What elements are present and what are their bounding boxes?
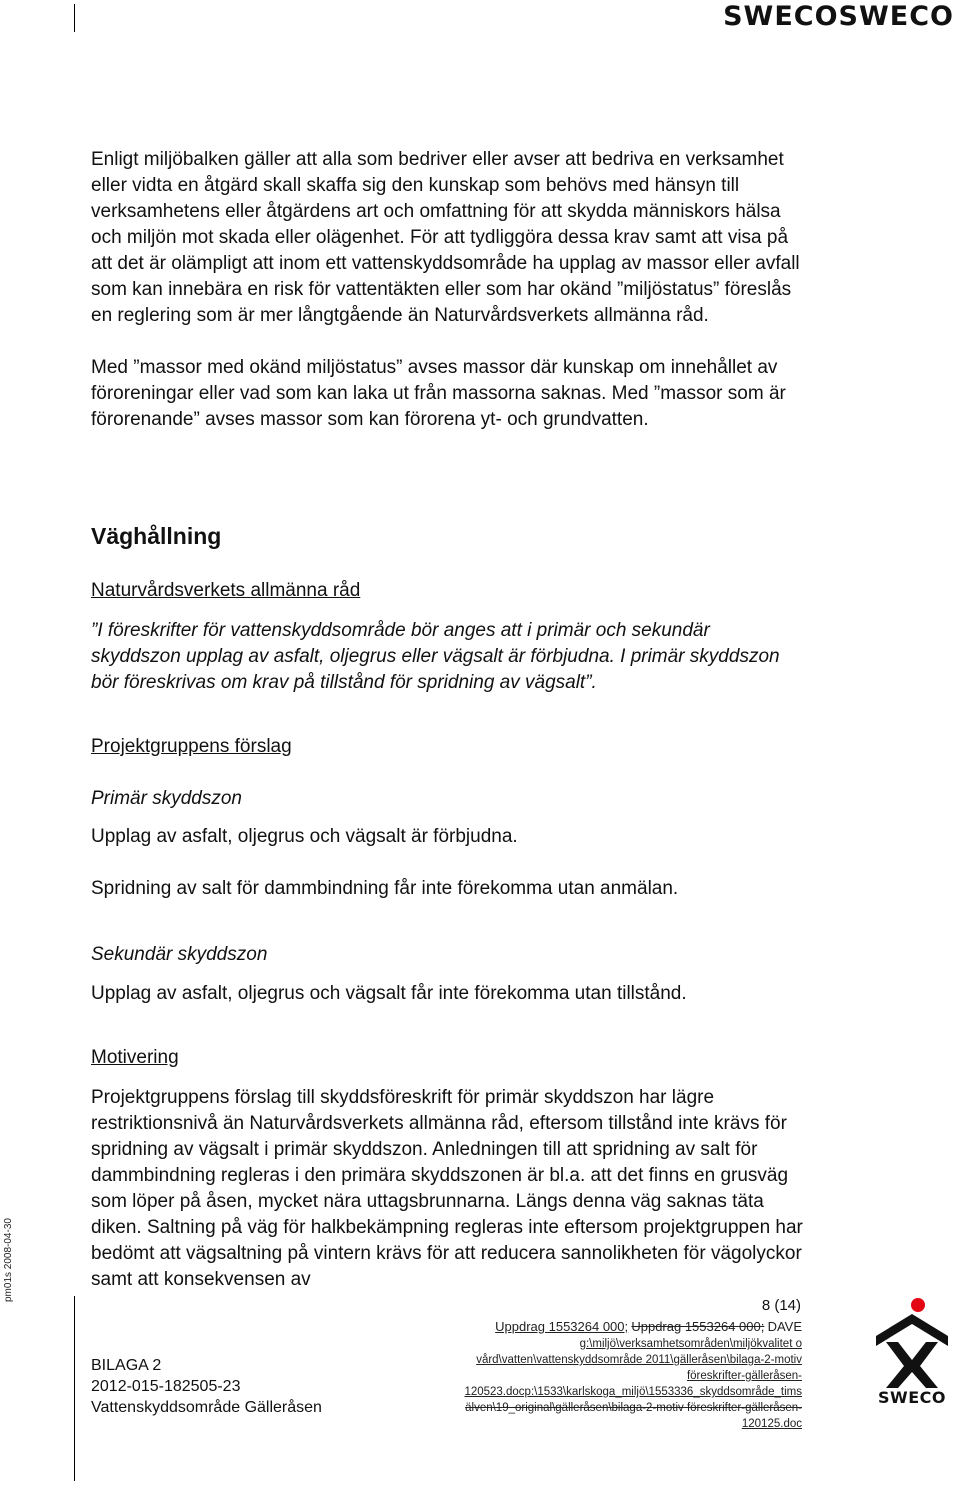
footer-file-path (440, 1319, 802, 1432)
footer-path-2: vård\vatten\vattenskyddsområde 2011\gälleråsen\bilaga-2-motiv (476, 1354, 802, 1366)
primar-heading: Primär skyddszon (91, 788, 242, 809)
sweco-logo-text: SWECO (878, 1388, 946, 1407)
sekundar-line-1: Upplag av asfalt, oljegrus och vägsalt får inte förekomma utan tillstånd. (91, 983, 687, 1004)
sekundar-heading: Sekundär skyddszon (91, 944, 268, 965)
footer-path-6: 120125.doc (741, 1418, 802, 1430)
sidebar-version: pm01s 2008-04-30 (3, 1218, 14, 1302)
intro-section (91, 147, 811, 433)
footer-path-5: älven\19_original\gälleråsen\bilaga-2-motiv föreskrifter-gälleråsen- (465, 1402, 802, 1414)
naturvard-quote: ”I föreskrifter för vattenskyddsområde bör anges att i primär och sekundär skyddszon upplag av asfalt, oljegrus eller vägsalt är förbjudna. I primär skyddszon bör föreskrivas om krav på tillstånd för spridning av vägsalt”. (91, 620, 780, 693)
intro-paragraph (91, 147, 811, 329)
naturvard-heading: Naturvårdsverkets allmänna råd (91, 580, 361, 601)
footer-path-4: 120523.docp:\1533\karlskoga_miljö\1553336_skyddsområde_tims (464, 1386, 802, 1398)
intro-text-continued: För att tydliggöra dessa krav samt att visa på att det är olämpligt att inom ett vattenskyddsområde ha upplag av massor eller avfall som kan innebära en risk för vattentäkten eller som har okänd ”miljöstatus” föreslås en reglering som är mer långtgående än Naturvårdsverkets allmänna råd. (91, 227, 800, 326)
footer-divider (74, 1296, 75, 1481)
footer-dave: DAVE (767, 1319, 802, 1334)
footer-path-3: föreskrifter-gälleråsen- (686, 1370, 802, 1382)
section-heading: Väghållning (91, 523, 222, 549)
motivering-paragraph: Projektgruppens förslag till skyddsföreskrift för primär skyddszon har lägre restriktionsnivå än Naturvårdsverkets allmänna råd, eftersom tillstånd inte krävs för spridning av vägsalt i primär skyddszon. Anledningen till att spridning av salt för dammbindning regleras i den primära skyddszonen är bl.a. att det finns en grusväg som löper på åsen, mycket nära uttagsbrunnarna. Längs denna väg saknas täta diken. Saltning på väg för halkbekämpning regleras inte eftersom projektgruppen har bedömt att vägsaltning på vintern krävs för att reducera sannolikheten för vägolyckor samt att konsekvensen av (91, 1087, 803, 1290)
footer-left (91, 1355, 322, 1418)
primar-line-1: Upplag av asfalt, oljegrus och vägsalt är förbjudna. (91, 826, 518, 847)
footer-bilaga: BILAGA 2 (91, 1357, 162, 1374)
sweco-logo-footer (872, 1296, 952, 1412)
motivering-heading: Motivering (91, 1047, 179, 1068)
page-number: 8 (14) (761, 1297, 801, 1314)
sweco-emblem-icon (872, 1296, 952, 1388)
intro-text: Enligt miljöbalken gäller att alla som bedriver eller avser att bedriva en verksamhet eller vidta en åtgärd skall skaffa sig den kunskap som behövs med hänsyn till verksamhetens eller åtgärdens art och omfattning för att skydda människors hälsa och miljön mot skada eller olägenhet. (91, 149, 784, 248)
footer-docnumber: 2012-015-182505-23 (91, 1378, 241, 1395)
sweco-logo-header: SWECOSWECO (723, 1, 954, 32)
header-divider (74, 4, 75, 32)
footer-path-1: g:\miljö\verksamhetsområden\miljökvalitet o (579, 1338, 802, 1350)
definition-paragraph: Med ”massor med okänd miljöstatus” avses massor där kunskap om innehållet av föroreningar eller vad som kan laka ut från massorna saknas. Med ”massor som är förorenande” avses massor som kan förorena yt- och grundvatten. (91, 357, 786, 430)
projekt-heading: Projektgruppens förslag (91, 736, 292, 757)
footer-uppdrag-struck: Uppdrag 1553264 000; (631, 1319, 765, 1334)
footer-uppdrag-link[interactable]: Uppdrag 1553264 000; (495, 1319, 629, 1334)
primar-line-2: Spridning av salt för dammbindning får inte förekomma utan anmälan. (91, 878, 679, 899)
footer-title: Vattenskyddsområde Gälleråsen (91, 1399, 322, 1416)
